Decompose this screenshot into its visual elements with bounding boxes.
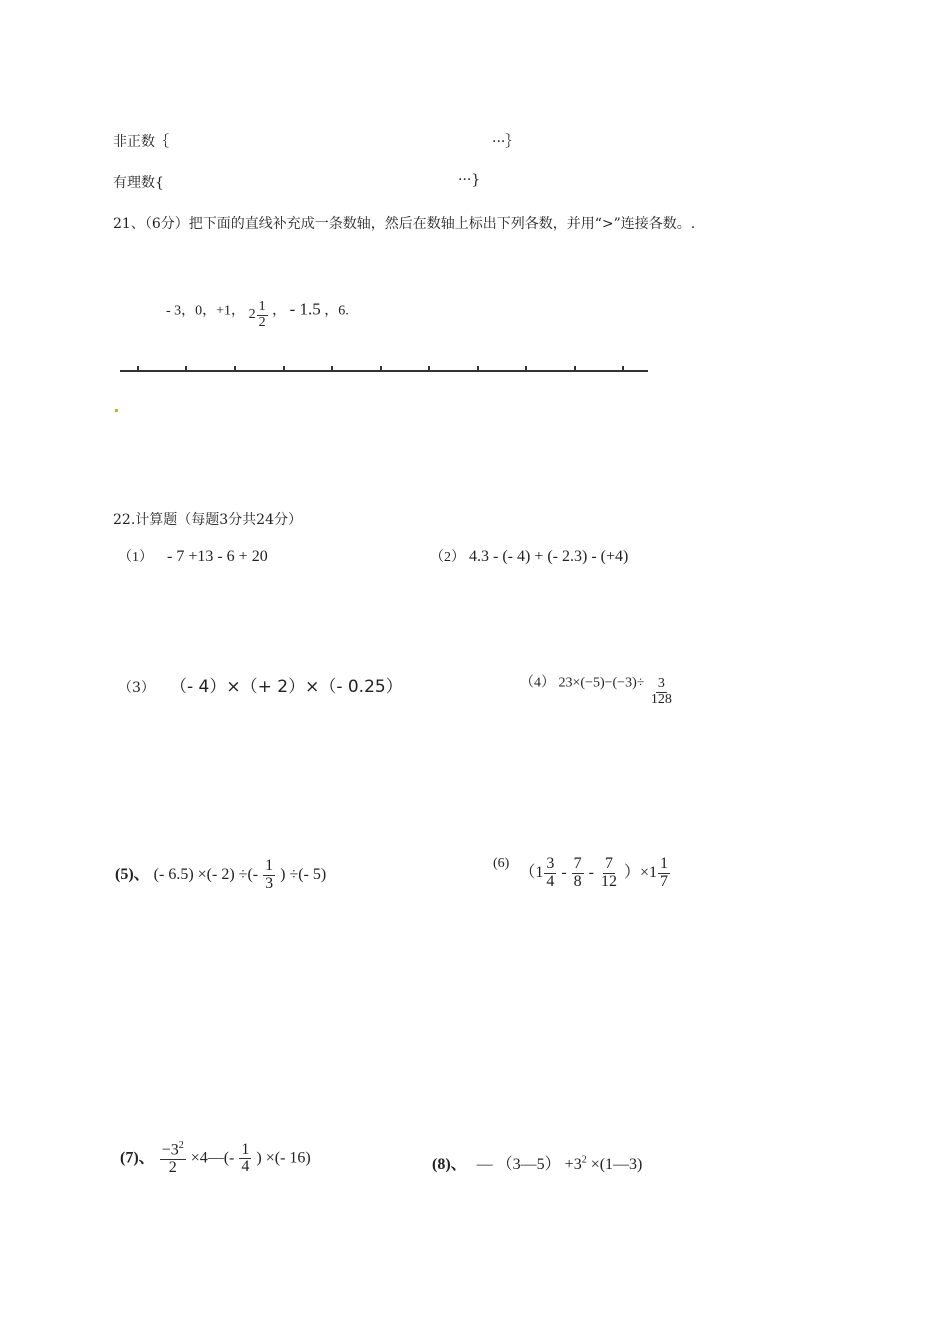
p4-fraction	[649, 677, 674, 707]
p5-label: (5)、	[115, 865, 150, 883]
p7-label: (7)、	[120, 1149, 155, 1167]
p2-label: （2）	[430, 550, 465, 565]
rational-label: 有理数{	[113, 175, 164, 191]
number-line-tick	[185, 366, 187, 371]
p2-expression: 4.3 - (- 4) + (- 2.3) - (+4)	[469, 548, 629, 565]
number-line-tick	[331, 366, 333, 371]
rational-set-line	[113, 172, 164, 192]
p5-part-b: ) ÷(- 5)	[280, 865, 327, 883]
p5-den: 3	[265, 874, 274, 892]
q21-tail: ，6.	[324, 303, 349, 319]
number-line-tick	[477, 366, 479, 371]
q21-numbers	[166, 292, 349, 330]
p6-open: （1	[519, 863, 544, 881]
p1-label: （1）	[118, 550, 153, 565]
number-line-tick	[622, 366, 624, 371]
p7-mid: ×4—(-	[190, 1149, 235, 1167]
p5-num: 1	[265, 857, 274, 874]
number-line	[120, 370, 648, 372]
p7-den: 2	[168, 1159, 177, 1177]
q22-problem-8	[432, 1151, 642, 1174]
p4-label: （4）	[520, 675, 555, 691]
p3-expression: （- 4）×（+ 2）×（- 0.25）	[170, 677, 403, 697]
p6-f4-den: 7	[660, 872, 669, 890]
q21-nums-part1: - 3，0，+1，	[166, 303, 246, 319]
p7-num-exp: 2	[178, 1140, 184, 1151]
number-line-tick	[137, 366, 139, 371]
p7-f-den: 4	[241, 1158, 250, 1176]
p7-num-base: −3	[161, 1141, 179, 1159]
q21-mixed-number	[249, 300, 269, 330]
q21-prompt: 21、（6分）把下面的直线补充成一条数轴，然后在数轴上标出下列各数，并用“>”连接各数。.	[113, 216, 696, 232]
p5-part-a: (- 6.5) ×(- 2) ÷(-	[153, 865, 259, 883]
p7-fraction-main	[160, 1141, 186, 1177]
p6-f2-num: 7	[573, 855, 582, 872]
q21-mixed-whole: 2	[248, 307, 256, 323]
p8-part-b: ×(1—3)	[586, 1156, 643, 1173]
q22-problem-6	[493, 856, 671, 891]
p6-fraction-3	[599, 856, 619, 891]
p6-f3-num: 7	[605, 855, 613, 872]
p5-fraction	[263, 858, 275, 893]
p6-f3-den: 12	[601, 872, 617, 890]
stray-mark	[115, 409, 118, 412]
p6-fraction-2	[572, 856, 584, 891]
p8-part-a: — （3—5） +3	[476, 1156, 582, 1173]
number-line-tick	[574, 366, 576, 371]
q21-sep1: ，	[272, 303, 287, 319]
p7-end: ) ×(- 16)	[256, 1149, 311, 1167]
number-line-tick	[234, 366, 236, 371]
p6-fraction-1	[544, 856, 556, 891]
number-line-tick	[428, 366, 430, 371]
p6-f1-num: 3	[546, 855, 555, 872]
nonpositive-set-end: ···｝	[492, 134, 520, 150]
p6-minus-2: -	[588, 863, 594, 881]
q21-neg-one-point-five: - 1.5	[289, 299, 321, 319]
p6-label: (6)	[493, 856, 510, 871]
number-line-tick	[380, 366, 382, 371]
nonpositive-set-line	[113, 131, 169, 151]
p6-minus-1: -	[561, 863, 567, 881]
p4-num: 3	[657, 676, 665, 691]
p3-label: （3）	[118, 680, 155, 696]
p7-numerator	[160, 1141, 186, 1160]
q22-problem-3	[118, 672, 403, 697]
q22-problem-4	[520, 659, 675, 707]
q22-title: 22.计算题（每题3分共24分）	[113, 512, 302, 528]
q22-problem-1	[118, 546, 268, 566]
p4-expression: 23×(−5)−(−3)÷	[558, 675, 645, 691]
p4-den: 128	[650, 691, 672, 707]
p6-close: ）×1	[624, 863, 658, 881]
p6-fraction-4	[658, 856, 670, 891]
q21-mixed-num: 1	[258, 299, 266, 314]
rational-set-end: ···}	[458, 172, 481, 188]
number-line-tick	[283, 366, 285, 371]
q21-mixed-den: 2	[258, 314, 266, 330]
p7-f-num: 1	[241, 1140, 250, 1158]
p6-f2-den: 8	[573, 872, 582, 890]
nonpositive-label: 非正数｛	[113, 134, 169, 150]
q22-problem-7	[120, 1141, 311, 1177]
q22-problem-2	[430, 546, 628, 566]
p7-fraction-quarter	[239, 1142, 251, 1177]
number-line-tick	[525, 366, 527, 371]
q21-mixed-fraction	[257, 300, 268, 330]
p8-label: (8)、	[432, 1156, 467, 1173]
p8-exp: 2	[581, 1154, 587, 1166]
p1-expression: - 7 +13 - 6 + 20	[167, 548, 268, 565]
p6-f1-den: 4	[546, 872, 555, 890]
q22-problem-5	[115, 858, 326, 893]
p6-f4-num: 1	[660, 855, 669, 872]
